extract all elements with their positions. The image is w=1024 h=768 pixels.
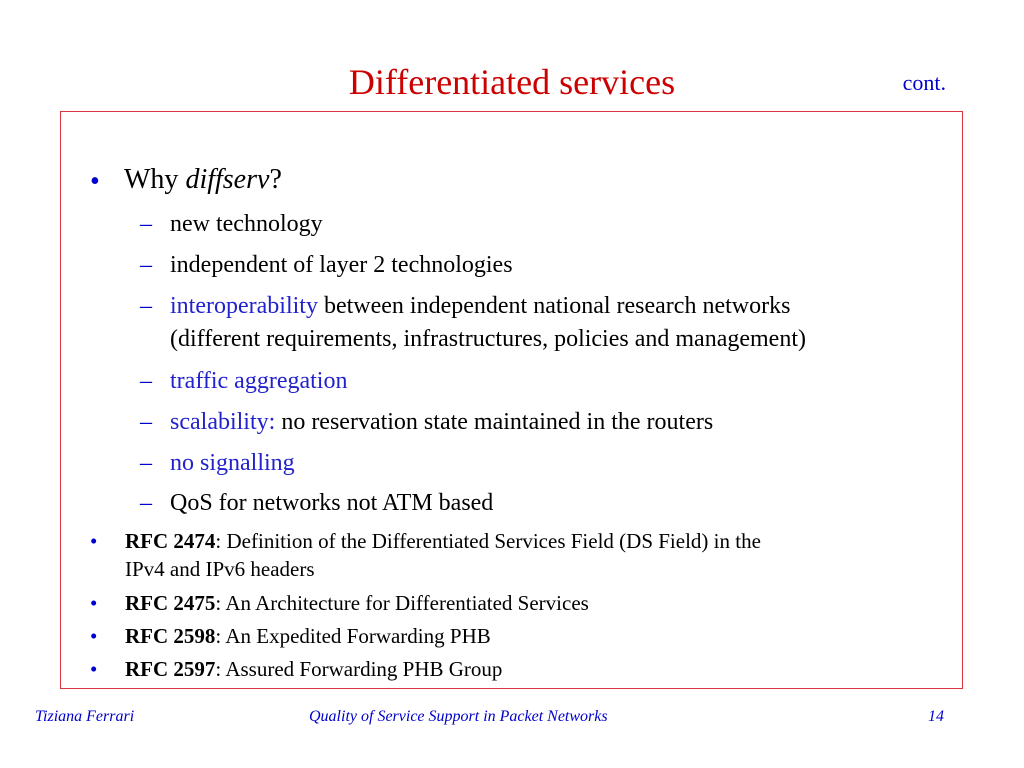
rfc-item: [125, 657, 502, 682]
sub-item: no signalling: [170, 450, 295, 476]
bullet-icon: •: [90, 529, 98, 553]
dash-icon: –: [140, 409, 152, 435]
why-prefix: Why: [124, 164, 186, 195]
sub-item: traffic aggregation: [170, 368, 348, 394]
slide-title: Differentiated services: [348, 62, 676, 102]
rfc-id: RFC 2474: [125, 529, 216, 553]
bullet-icon: •: [90, 591, 98, 615]
sub-item: independent of layer 2 technologies: [170, 252, 513, 278]
bullet-icon: •: [90, 657, 98, 681]
rfc-item: [125, 591, 589, 616]
page-number: 14: [928, 708, 944, 725]
dash-icon: –: [140, 368, 152, 394]
sub-item-interoperability: [170, 293, 790, 320]
rfc-item-continuation: IPv4 and IPv6 headers: [125, 557, 315, 581]
dash-icon: –: [140, 252, 152, 278]
bullet-icon: •: [90, 166, 100, 197]
term-scalability: scalability:: [170, 409, 276, 435]
rfc-title: : Definition of the Differentiated Services Field (DS Field) in the: [215, 529, 761, 553]
rfc-title: : An Expedited Forwarding PHB: [215, 624, 491, 648]
dash-icon: –: [140, 450, 152, 476]
rfc-id: RFC 2598: [125, 624, 216, 648]
why-term: diffserv: [185, 164, 270, 195]
rfc-title: : Assured Forwarding PHB Group: [215, 657, 503, 681]
sub-item: QoS for networks not ATM based: [170, 490, 494, 516]
footer-author: Tiziana Ferrari: [35, 708, 135, 725]
sub-item-text: no reservation state maintained in the routers: [275, 409, 714, 435]
dash-icon: –: [140, 490, 152, 516]
why-diffserv-item: [124, 164, 282, 196]
why-suffix: ?: [269, 164, 282, 195]
rfc-item: [125, 529, 761, 554]
sub-item-continuation: (different requirements, infrastructures, policies and management): [170, 326, 806, 352]
continued-label: cont.: [902, 70, 946, 95]
rfc-id: RFC 2597: [125, 657, 216, 681]
sub-item-text: between independent national research networks: [317, 293, 791, 319]
sub-item: new technology: [170, 211, 323, 237]
sub-item-scalability: [170, 409, 713, 436]
bullet-icon: •: [90, 624, 98, 648]
rfc-id: RFC 2475: [125, 591, 216, 615]
dash-icon: –: [140, 293, 152, 319]
rfc-title: : An Architecture for Differentiated Services: [215, 591, 589, 615]
term-interoperability: interoperability: [170, 293, 318, 319]
dash-icon: –: [140, 211, 152, 237]
footer-course: Quality of Service Support in Packet Networks: [309, 708, 608, 725]
rfc-item: [125, 624, 491, 649]
